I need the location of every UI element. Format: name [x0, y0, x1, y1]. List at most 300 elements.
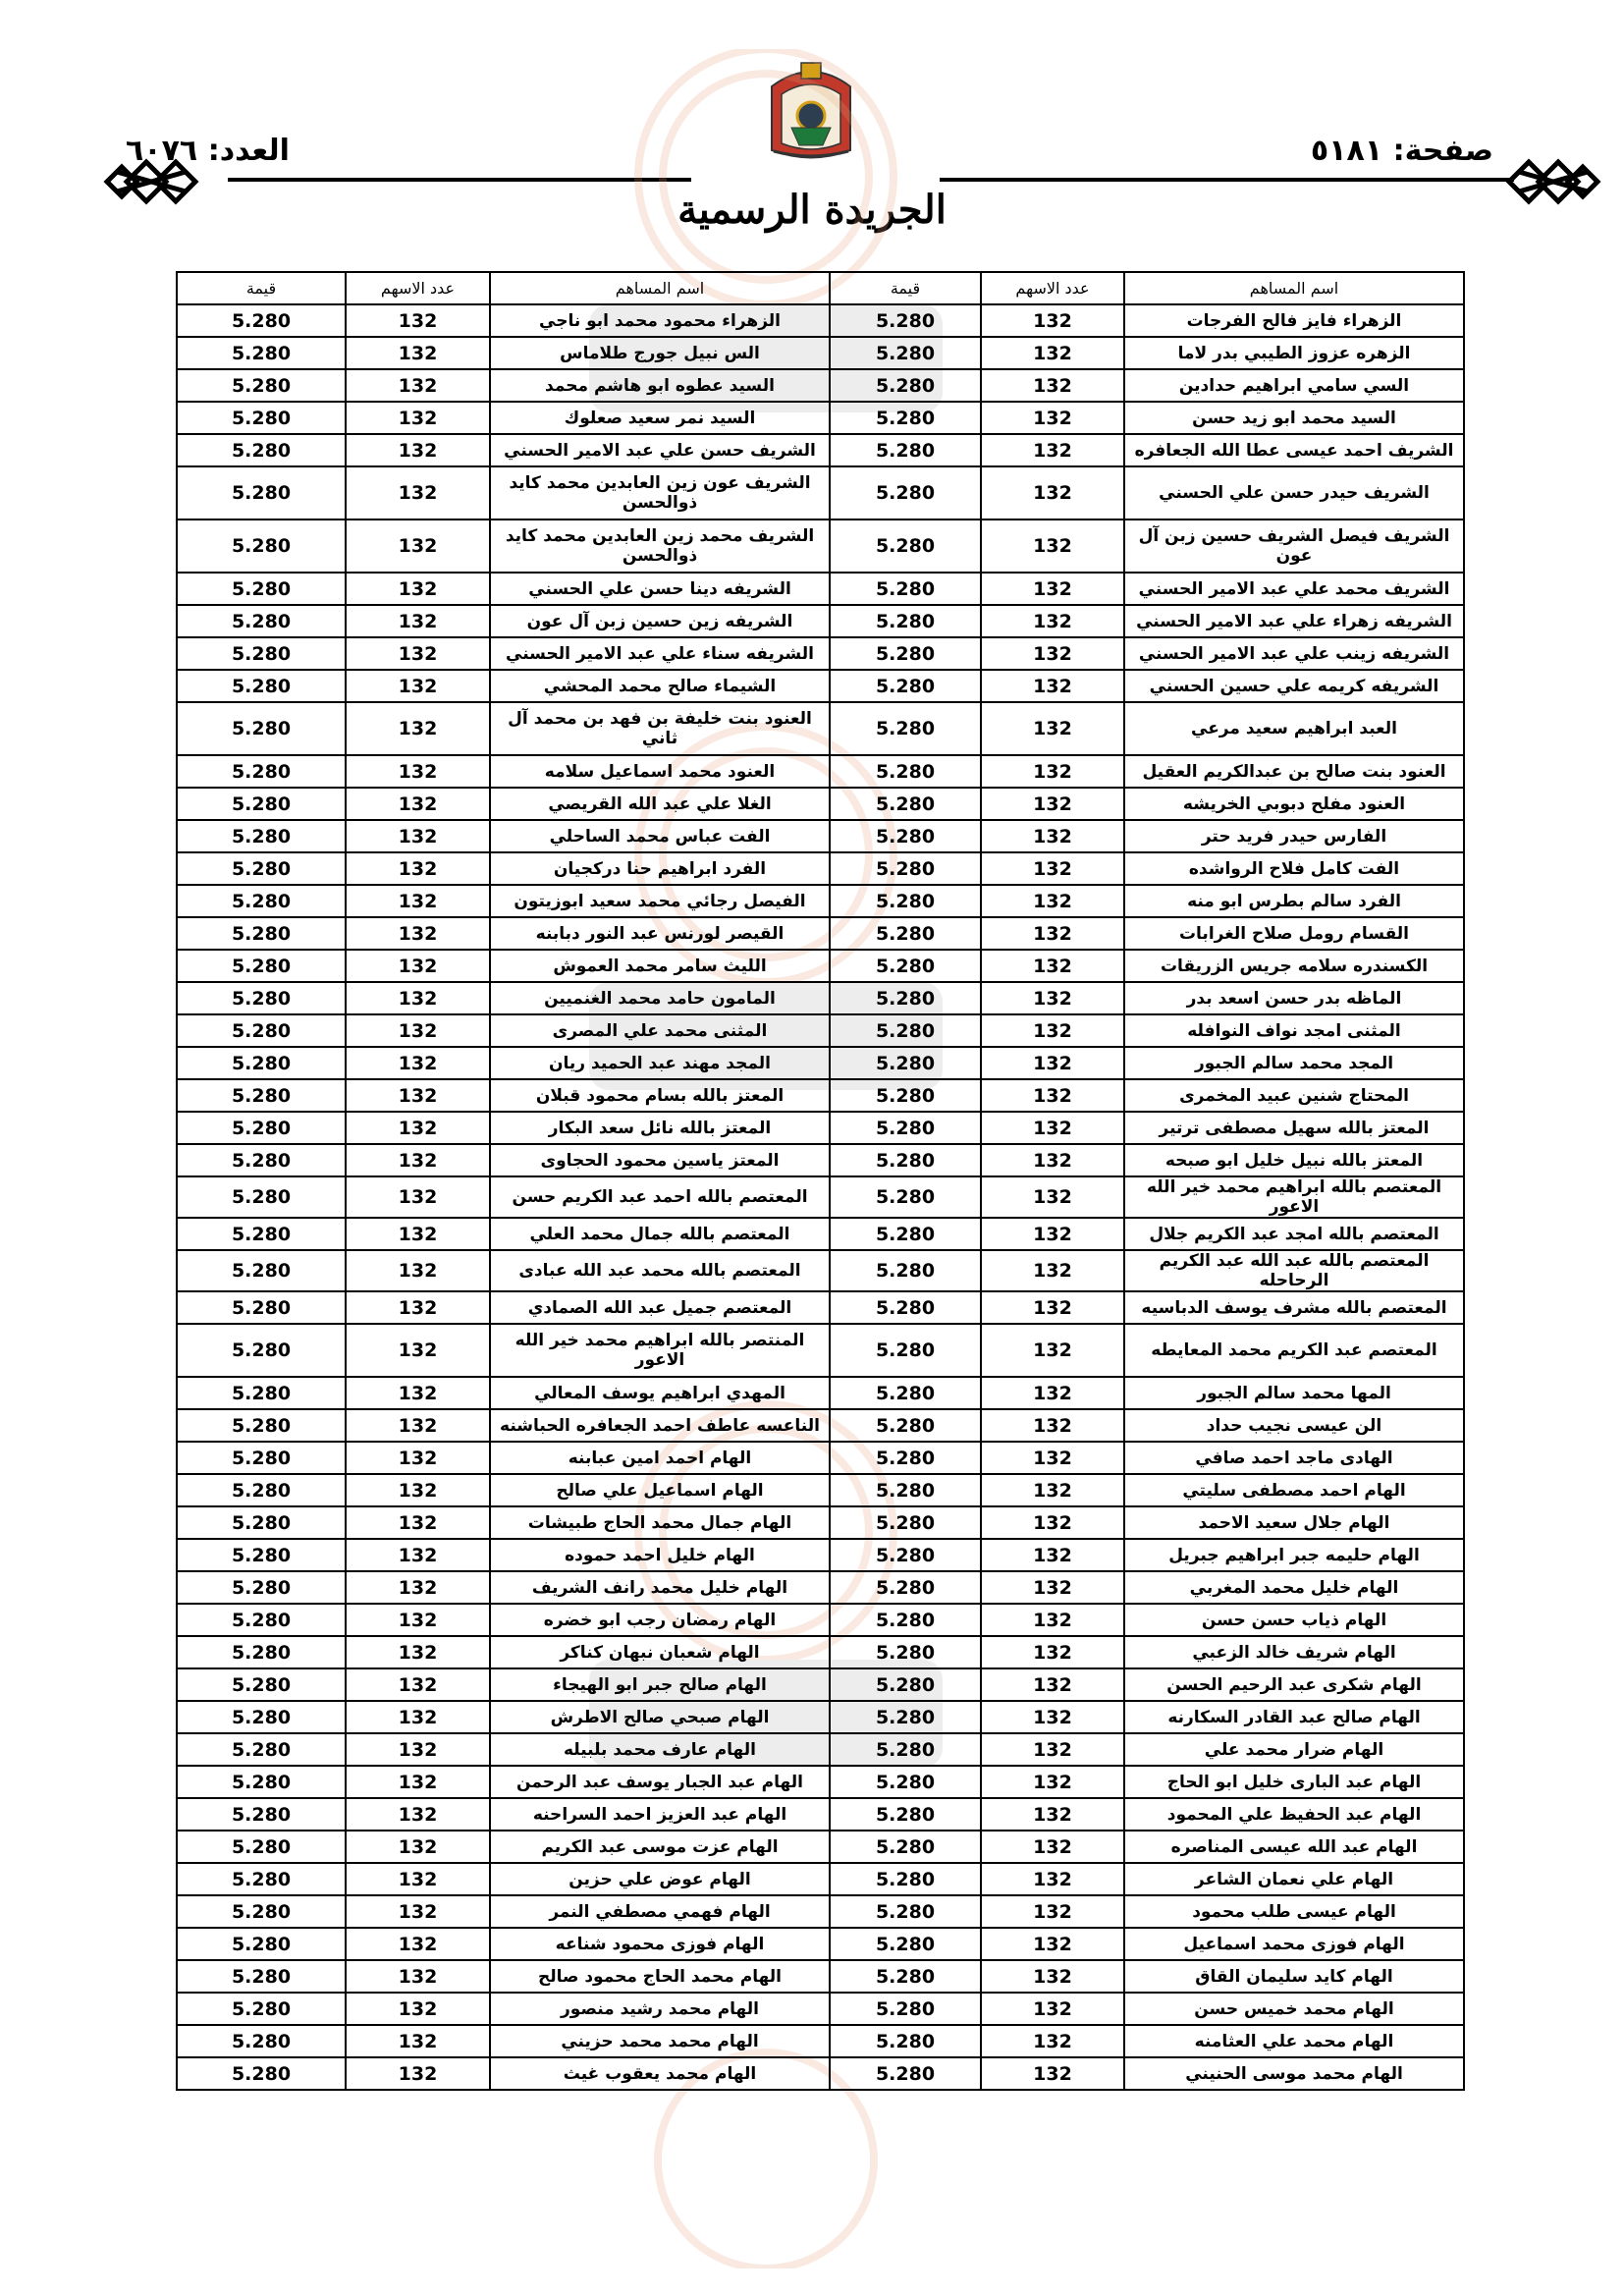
share-count: 132: [981, 1831, 1124, 1863]
table-row: [177, 1928, 1464, 1960]
share-value: 5.280: [830, 1539, 981, 1571]
share-count: 132: [346, 637, 490, 670]
shareholder-name: المعتصم جميل عبد الله الصمادي: [490, 1291, 830, 1324]
share-count: 132: [346, 1571, 490, 1604]
share-count: 132: [346, 982, 490, 1014]
table-row: [177, 820, 1464, 852]
table-row: [177, 1766, 1464, 1798]
share-value: 5.280: [177, 1701, 346, 1733]
shareholder-name: الهام عبد العزيز احمد السراحنه: [490, 1798, 830, 1831]
shareholder-name: الهام صبحي صالح الاطرش: [490, 1701, 830, 1733]
shareholder-name: المجد محمد سالم الجبور: [1124, 1047, 1464, 1079]
share-count: 132: [981, 670, 1124, 702]
shareholder-name: الشريف احمد عيسى عطا الله الجعافره: [1124, 434, 1464, 466]
shareholder-name: الهام عبد البارى خليل ابو الحاج: [1124, 1766, 1464, 1798]
share-count: 132: [981, 1668, 1124, 1701]
shareholder-name: الهام عارف محمد بلبيله: [490, 1733, 830, 1766]
share-count: 132: [981, 950, 1124, 982]
share-value: 5.280: [177, 1506, 346, 1539]
share-value: 5.280: [177, 402, 346, 434]
share-value: 5.280: [177, 885, 346, 917]
share-value: 5.280: [830, 1863, 981, 1895]
share-count: 132: [981, 1176, 1124, 1218]
share-count: 132: [981, 1144, 1124, 1176]
page-number: صفحة: ٥١٨١: [1310, 134, 1493, 168]
share-value: 5.280: [177, 1176, 346, 1218]
share-value: 5.280: [177, 2057, 346, 2090]
shareholder-name: الفارس حيدر فريد حتر: [1124, 820, 1464, 852]
share-count: 132: [981, 1766, 1124, 1798]
share-count: 132: [981, 702, 1124, 755]
share-count: 132: [981, 1047, 1124, 1079]
column-header-value: قيمة: [830, 272, 981, 304]
table-row: [177, 573, 1464, 605]
shareholder-name: الهام محمد موسى الحنيني: [1124, 2057, 1464, 2090]
table-row: [177, 1409, 1464, 1442]
share-count: 132: [346, 466, 490, 519]
shareholder-name: المعتز ياسين محمود الحجاوى: [490, 1144, 830, 1176]
shareholder-name: المعتصم بالله ابراهيم محمد خير الله الاعور: [1124, 1176, 1464, 1218]
share-count: 132: [981, 1733, 1124, 1766]
share-count: 132: [346, 1993, 490, 2025]
share-value: 5.280: [830, 820, 981, 852]
share-count: 132: [981, 755, 1124, 788]
header-rule-left: [228, 178, 691, 182]
share-value: 5.280: [830, 1442, 981, 1474]
table-header-row: [177, 272, 1464, 304]
header-rule-right: [940, 178, 1514, 182]
table-row: [177, 1506, 1464, 1539]
share-value: 5.280: [177, 755, 346, 788]
table-row: [177, 1604, 1464, 1636]
shareholder-name: الهام احمد امين عبابنه: [490, 1442, 830, 1474]
share-value: 5.280: [830, 1250, 981, 1291]
shareholder-name: الشريفه زينب علي عبد الامير الحسني: [1124, 637, 1464, 670]
share-value: 5.280: [177, 1571, 346, 1604]
share-count: 132: [346, 1014, 490, 1047]
share-value: 5.280: [830, 917, 981, 950]
table-row: [177, 917, 1464, 950]
share-value: 5.280: [830, 1324, 981, 1377]
share-count: 132: [346, 917, 490, 950]
shareholder-name: الهام عيسى طلب محمود: [1124, 1895, 1464, 1928]
shareholder-name: الزهره عزوز الطيبي بدر لاما: [1124, 337, 1464, 369]
table-row: [177, 885, 1464, 917]
shareholder-name: الشريف فيصل الشريف حسين زبن آل عون: [1124, 519, 1464, 573]
share-value: 5.280: [177, 702, 346, 755]
share-value: 5.280: [830, 434, 981, 466]
share-count: 132: [981, 1701, 1124, 1733]
table-row: [177, 1144, 1464, 1176]
table-row: [177, 605, 1464, 637]
shareholder-name: السي سامي ابراهيم حدادين: [1124, 369, 1464, 402]
share-value: 5.280: [177, 1863, 346, 1895]
share-count: 132: [346, 519, 490, 573]
share-count: 132: [346, 1377, 490, 1409]
shareholder-name: المثنى امجد نواف النوافله: [1124, 1014, 1464, 1047]
share-count: 132: [346, 1250, 490, 1291]
share-count: 132: [981, 820, 1124, 852]
share-value: 5.280: [177, 1733, 346, 1766]
share-count: 132: [346, 820, 490, 852]
share-value: 5.280: [177, 2025, 346, 2057]
share-count: 132: [346, 1701, 490, 1733]
share-count: 132: [346, 1668, 490, 1701]
table-row: [177, 1863, 1464, 1895]
share-value: 5.280: [177, 304, 346, 337]
share-count: 132: [346, 885, 490, 917]
share-value: 5.280: [830, 852, 981, 885]
shareholder-name: الزهراء محمود محمد ابو ناجي: [490, 304, 830, 337]
share-count: 132: [346, 1863, 490, 1895]
table-row: [177, 337, 1464, 369]
column-header-name: اسم المساهم: [1124, 272, 1464, 304]
share-value: 5.280: [830, 519, 981, 573]
shareholder-name: الهام فوزى محمد اسماعيل: [1124, 1928, 1464, 1960]
table-row: [177, 1993, 1464, 2025]
share-count: 132: [981, 1409, 1124, 1442]
share-value: 5.280: [177, 1377, 346, 1409]
shareholder-name: الن عيسى نجيب حداد: [1124, 1409, 1464, 1442]
share-value: 5.280: [830, 950, 981, 982]
share-value: 5.280: [177, 788, 346, 820]
shareholder-name: الشريف حسن علي عبد الامير الحسني: [490, 434, 830, 466]
share-count: 132: [346, 1176, 490, 1218]
table-row: [177, 1733, 1464, 1766]
share-count: 132: [346, 755, 490, 788]
share-count: 132: [346, 670, 490, 702]
shareholder-name: الهام اسماعيل علي صالح: [490, 1474, 830, 1506]
share-value: 5.280: [830, 885, 981, 917]
table-row: [177, 1895, 1464, 1928]
table-row: [177, 2025, 1464, 2057]
share-count: 132: [981, 1928, 1124, 1960]
share-value: 5.280: [830, 2025, 981, 2057]
table-row: [177, 466, 1464, 519]
share-value: 5.280: [830, 1079, 981, 1112]
shareholder-name: الشريفه زين حسين زبن آل عون: [490, 605, 830, 637]
share-count: 132: [346, 1733, 490, 1766]
share-value: 5.280: [177, 1250, 346, 1291]
table-row: [177, 637, 1464, 670]
shareholder-name: الكسندره سلامه جريس الزريقات: [1124, 950, 1464, 982]
shareholder-name: الس نبيل جورج طلاماس: [490, 337, 830, 369]
table-row: [177, 982, 1464, 1014]
shareholder-name: الشريفه كريمه علي حسين الحسني: [1124, 670, 1464, 702]
share-count: 132: [346, 369, 490, 402]
shareholder-name: الشريف محمد علي عبد الامير الحسني: [1124, 573, 1464, 605]
shareholder-name: الهام صالح جبر ابو الهيجاء: [490, 1668, 830, 1701]
share-count: 132: [346, 1442, 490, 1474]
share-count: 132: [981, 1112, 1124, 1144]
shareholder-name: الشريفه سناء علي عبد الامير الحسني: [490, 637, 830, 670]
shareholder-name: الشريف حيدر حسن علي الحسني: [1124, 466, 1464, 519]
share-count: 132: [981, 466, 1124, 519]
shareholder-name: الهام فهمي مصطفي النمر: [490, 1895, 830, 1928]
table-row: [177, 1798, 1464, 1831]
shareholder-name: القسام رومل صلاح الغرابات: [1124, 917, 1464, 950]
share-value: 5.280: [177, 1442, 346, 1474]
shareholder-name: الشريف عون زين العابدين محمد كايد ذوالحسن: [490, 466, 830, 519]
share-count: 132: [981, 519, 1124, 573]
shareholder-name: السيد نمر سعيد صعلوك: [490, 402, 830, 434]
shareholder-name: الهام خليل احمد حموده: [490, 1539, 830, 1571]
shareholder-name: المعتصم بالله عبد الله عبد الكريم الرحاحله: [1124, 1250, 1464, 1291]
shareholder-name: الفيصل رجائي محمد سعيد ابوزيتون: [490, 885, 830, 917]
shareholder-name: الهادى ماجد احمد صافي: [1124, 1442, 1464, 1474]
share-count: 132: [981, 1014, 1124, 1047]
share-count: 132: [981, 337, 1124, 369]
share-count: 132: [981, 917, 1124, 950]
shareholder-name: المامون حامد محمد الغنميين: [490, 982, 830, 1014]
shareholder-name: الهام شكرى عبد الرحيم الحسن: [1124, 1668, 1464, 1701]
share-value: 5.280: [830, 402, 981, 434]
share-value: 5.280: [177, 1928, 346, 1960]
shareholder-name: الهام محمد محمد حزيني: [490, 2025, 830, 2057]
share-value: 5.280: [177, 1895, 346, 1928]
share-value: 5.280: [830, 788, 981, 820]
share-count: 132: [346, 702, 490, 755]
shareholder-name: الهام علي نعمان الشاعر: [1124, 1863, 1464, 1895]
shareholder-name: الفرد ابراهيم حنا دركجيان: [490, 852, 830, 885]
share-value: 5.280: [177, 337, 346, 369]
share-count: 132: [346, 1144, 490, 1176]
column-header-shares: عدد الاسهم: [346, 272, 490, 304]
column-header-value: قيمة: [177, 272, 346, 304]
share-value: 5.280: [177, 1218, 346, 1250]
shareholder-name: الشيماء صالح محمد المحشي: [490, 670, 830, 702]
share-count: 132: [981, 2057, 1124, 2090]
table-row: [177, 1014, 1464, 1047]
share-count: 132: [981, 1079, 1124, 1112]
share-count: 132: [981, 1474, 1124, 1506]
shareholder-name: الهام عبد الجبار يوسف عبد الرحمن: [490, 1766, 830, 1798]
share-count: 132: [981, 1960, 1124, 1993]
table-row: [177, 1218, 1464, 1250]
shareholder-name: العنود بنت صالح بن عبدالكريم العقيل: [1124, 755, 1464, 788]
share-count: 132: [346, 852, 490, 885]
shareholder-name: العنود محمد اسماعيل سلامه: [490, 755, 830, 788]
page-header: [0, 0, 1624, 265]
share-value: 5.280: [830, 1798, 981, 1831]
share-count: 132: [981, 1798, 1124, 1831]
shareholder-name: المعتصم بالله محمد عبد الله عبادى: [490, 1250, 830, 1291]
share-value: 5.280: [830, 1668, 981, 1701]
share-count: 132: [981, 982, 1124, 1014]
share-value: 5.280: [177, 466, 346, 519]
share-count: 132: [346, 337, 490, 369]
shareholder-name: الغلا علي عبد الله القريصي: [490, 788, 830, 820]
shareholder-name: الفت عباس محمد الساحلي: [490, 820, 830, 852]
share-value: 5.280: [830, 1144, 981, 1176]
share-value: 5.280: [177, 434, 346, 466]
shareholder-name: الهام جلال سعيد الاحمد: [1124, 1506, 1464, 1539]
share-value: 5.280: [830, 304, 981, 337]
share-count: 132: [346, 1079, 490, 1112]
share-count: 132: [981, 1442, 1124, 1474]
share-count: 132: [346, 573, 490, 605]
shareholder-name: المعتصم بالله امجد عبد الكريم جلال: [1124, 1218, 1464, 1250]
share-count: 132: [346, 1831, 490, 1863]
share-value: 5.280: [177, 820, 346, 852]
shareholder-name: الهام جمال محمد الحاج طبيشات: [490, 1506, 830, 1539]
shareholder-name: الهام محمد خميس حسن: [1124, 1993, 1464, 2025]
share-count: 132: [346, 1506, 490, 1539]
table-row: [177, 2057, 1464, 2090]
shareholder-name: الشريفه زهراء علي عبد الامير الحسني: [1124, 605, 1464, 637]
shareholder-name: المجد مهند عبد الحميد ريان: [490, 1047, 830, 1079]
share-value: 5.280: [830, 1993, 981, 2025]
table-row: [177, 1250, 1464, 1291]
shareholder-name: المعتصم بالله جمال محمد العلي: [490, 1218, 830, 1250]
table-row: [177, 304, 1464, 337]
share-value: 5.280: [830, 1960, 981, 1993]
shareholder-name: السيد محمد ابو زيد حسن: [1124, 402, 1464, 434]
table-row: [177, 1442, 1464, 1474]
share-value: 5.280: [177, 1636, 346, 1668]
share-value: 5.280: [830, 1636, 981, 1668]
share-count: 132: [981, 1604, 1124, 1636]
share-value: 5.280: [177, 1144, 346, 1176]
shareholder-name: الماظه بدر حسن اسعد بدر: [1124, 982, 1464, 1014]
share-value: 5.280: [830, 1112, 981, 1144]
share-count: 132: [981, 637, 1124, 670]
shareholder-name: الهام شعبان نبهان كناكر: [490, 1636, 830, 1668]
shareholder-name: الهام ضرار محمد علي: [1124, 1733, 1464, 1766]
shareholder-name: المثنى محمد علي المصرى: [490, 1014, 830, 1047]
share-value: 5.280: [177, 1291, 346, 1324]
shareholder-name: الناعسه عاطف احمد الجعافره الحباشنه: [490, 1409, 830, 1442]
share-count: 132: [346, 1895, 490, 1928]
share-value: 5.280: [830, 1409, 981, 1442]
share-value: 5.280: [830, 1377, 981, 1409]
shareholder-name: الفرد سالم بطرس ابو منه: [1124, 885, 1464, 917]
shareholder-name: الهام حليمه جبر ابراهيم جبريل: [1124, 1539, 1464, 1571]
share-count: 132: [981, 1250, 1124, 1291]
share-value: 5.280: [177, 852, 346, 885]
share-count: 132: [346, 1798, 490, 1831]
share-count: 132: [981, 434, 1124, 466]
share-value: 5.280: [830, 1014, 981, 1047]
share-value: 5.280: [830, 1176, 981, 1218]
share-value: 5.280: [830, 2057, 981, 2090]
share-value: 5.280: [177, 1324, 346, 1377]
share-value: 5.280: [830, 1291, 981, 1324]
share-value: 5.280: [177, 1668, 346, 1701]
shareholder-name: الهام عزت موسى عبد الكريم: [490, 1831, 830, 1863]
share-count: 132: [981, 1291, 1124, 1324]
share-value: 5.280: [177, 605, 346, 637]
share-value: 5.280: [177, 369, 346, 402]
table-row: [177, 1291, 1464, 1324]
share-value: 5.280: [830, 1474, 981, 1506]
share-value: 5.280: [830, 1831, 981, 1863]
share-value: 5.280: [177, 670, 346, 702]
share-count: 132: [981, 369, 1124, 402]
table-row: [177, 1047, 1464, 1079]
share-value: 5.280: [177, 573, 346, 605]
share-count: 132: [981, 1895, 1124, 1928]
share-value: 5.280: [177, 1112, 346, 1144]
shareholder-name: الهام ذياب حسن حسن: [1124, 1604, 1464, 1636]
share-value: 5.280: [830, 982, 981, 1014]
table-row: [177, 1831, 1464, 1863]
share-count: 132: [346, 434, 490, 466]
shareholder-name: الهام خليل محمد رانف الشريف: [490, 1571, 830, 1604]
table-row: [177, 1636, 1464, 1668]
share-count: 132: [346, 1474, 490, 1506]
share-value: 5.280: [177, 1831, 346, 1863]
share-value: 5.280: [177, 519, 346, 573]
table-row: [177, 755, 1464, 788]
shareholder-name: الهام محمد الحاج محمود صالح: [490, 1960, 830, 1993]
share-value: 5.280: [830, 1604, 981, 1636]
shareholder-name: المنتصر بالله ابراهيم محمد خير الله الاعور: [490, 1324, 830, 1377]
shareholder-name: القيصر لورنس عبد النور دبابنه: [490, 917, 830, 950]
share-value: 5.280: [177, 982, 346, 1014]
table-row: [177, 1701, 1464, 1733]
share-value: 5.280: [177, 1014, 346, 1047]
table-row: [177, 670, 1464, 702]
table-row: [177, 519, 1464, 573]
shareholder-name: المها محمد سالم الجبور: [1124, 1377, 1464, 1409]
share-value: 5.280: [830, 637, 981, 670]
shareholder-name: الشريف محمد زين العابدين محمد كايد ذوالحسن: [490, 519, 830, 573]
share-value: 5.280: [177, 1798, 346, 1831]
share-value: 5.280: [177, 1993, 346, 2025]
share-value: 5.280: [830, 337, 981, 369]
share-count: 132: [346, 402, 490, 434]
shareholder-name: المعتز بالله نائل سعد البكار: [490, 1112, 830, 1144]
share-count: 132: [346, 2025, 490, 2057]
share-count: 132: [346, 1928, 490, 1960]
share-count: 132: [981, 885, 1124, 917]
share-count: 132: [346, 1291, 490, 1324]
shareholders-table: [176, 271, 1465, 2091]
share-count: 132: [981, 1571, 1124, 1604]
shareholder-name: الهام صالح عبد القادر السكارنه: [1124, 1701, 1464, 1733]
share-count: 132: [981, 1377, 1124, 1409]
table-row: [177, 369, 1464, 402]
share-value: 5.280: [177, 1047, 346, 1079]
share-value: 5.280: [830, 755, 981, 788]
share-value: 5.280: [830, 573, 981, 605]
share-count: 132: [346, 304, 490, 337]
table-row: [177, 1960, 1464, 1993]
share-count: 132: [981, 1324, 1124, 1377]
share-count: 132: [981, 1636, 1124, 1668]
share-count: 132: [346, 1047, 490, 1079]
shareholder-name: الفت كامل فلاح الرواشده: [1124, 852, 1464, 885]
share-value: 5.280: [830, 1733, 981, 1766]
table-row: [177, 402, 1464, 434]
share-count: 132: [346, 1636, 490, 1668]
shareholder-name: الهام محمد يعقوب غيث: [490, 2057, 830, 2090]
shareholder-name: الهام عوض علي حزين: [490, 1863, 830, 1895]
share-value: 5.280: [830, 466, 981, 519]
share-value: 5.280: [177, 917, 346, 950]
table-row: [177, 852, 1464, 885]
share-count: 132: [981, 402, 1124, 434]
shareholder-name: الهام خليل محمد المغربي: [1124, 1571, 1464, 1604]
shareholder-name: المعتز بالله سهيل مصطفى ترتير: [1124, 1112, 1464, 1144]
share-count: 132: [346, 1409, 490, 1442]
share-value: 5.280: [830, 702, 981, 755]
coat-of-arms-icon: [762, 57, 860, 165]
share-value: 5.280: [830, 1506, 981, 1539]
share-value: 5.280: [830, 1766, 981, 1798]
shareholder-name: الهام احمد مصطفى سليتي: [1124, 1474, 1464, 1506]
